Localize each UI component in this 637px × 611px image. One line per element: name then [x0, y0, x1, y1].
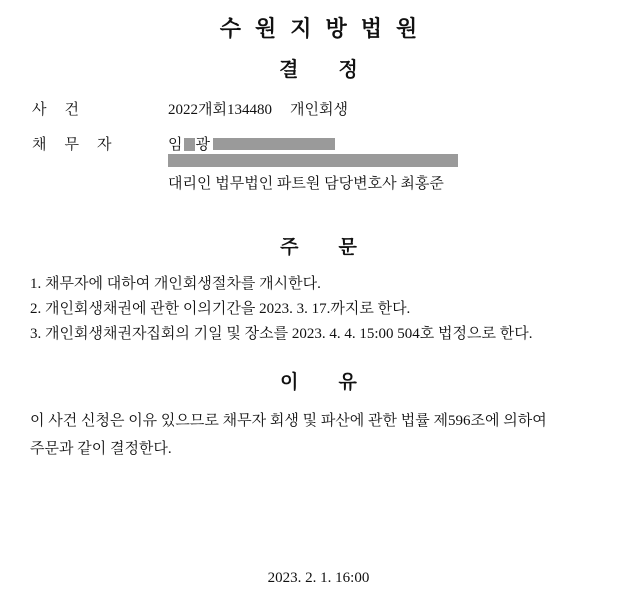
order-item: 2. 개인회생채권에 관한 이의기간을 2023. 3. 17.까지로 한다.	[30, 301, 411, 317]
case-field-label: 사건	[32, 102, 97, 118]
debtor-field-row	[30, 133, 610, 154]
redaction-block-address	[213, 138, 335, 150]
reason-body	[30, 407, 610, 463]
case-type-value: 개인회생	[289, 102, 348, 118]
debtor-name-suffix: 광	[195, 137, 210, 153]
redaction-block-name	[184, 138, 195, 151]
redaction-block-address-line	[168, 154, 458, 167]
order-list	[30, 272, 620, 347]
order-section-heading: 주문	[280, 237, 397, 258]
debtor-name-prefix: 임	[168, 137, 183, 153]
document-type-title: 결정	[279, 59, 398, 81]
case-field-row	[30, 98, 610, 119]
case-number-value: 2022개회134480	[168, 102, 272, 118]
order-item: 1. 채무자에 대하여 개인회생절차를 개시한다.	[30, 276, 321, 292]
reason-paragraph: 이 사건 신청은 이유 있으므로 채무자 회생 및 파산에 관한 법률 제596조에 의하여	[30, 413, 547, 429]
debtor-field-label: 채무자	[32, 137, 130, 153]
order-item: 3. 개인회생채권자집회의 기일 및 장소를 2023. 4. 4. 15:00 504호 법정으로 한다.	[30, 326, 533, 342]
reason-paragraph: 주문과 같이 결정한다.	[30, 441, 172, 457]
legal-agent-line: 대리인 법무법인 파트원 담당변호사 최홍준	[168, 176, 444, 192]
reason-section-heading: 이유	[280, 372, 397, 393]
court-title: 수원지방법원	[219, 16, 432, 41]
date-footer: 2023. 2. 1. 16:00	[267, 570, 370, 586]
